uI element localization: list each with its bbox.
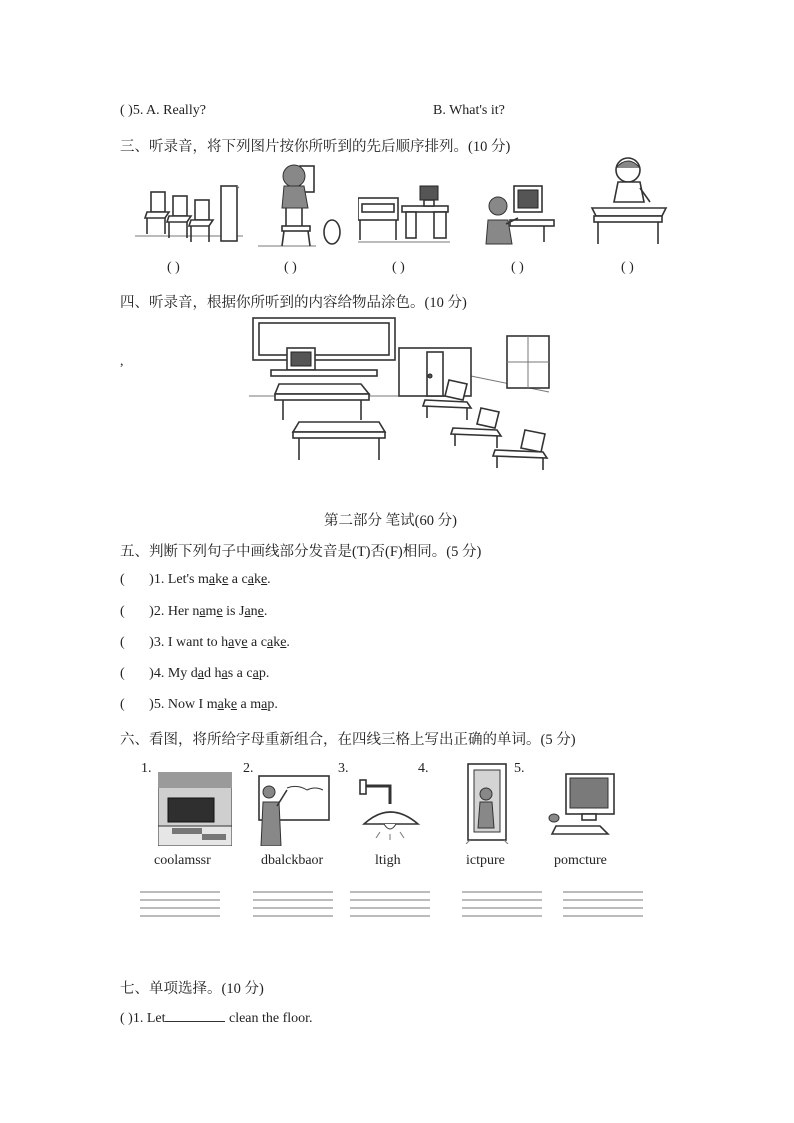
chairs-door-picture <box>135 178 245 248</box>
classroom-picture <box>158 772 232 846</box>
writing-grid-4[interactable] <box>462 888 542 924</box>
order-bracket-3[interactable]: ( ) <box>392 260 405 275</box>
writing-grid-1[interactable] <box>140 888 220 924</box>
picture-frame <box>464 762 510 844</box>
order-bracket-5[interactable]: ( ) <box>621 260 634 275</box>
scrambled-word-4: ictpure <box>466 853 505 868</box>
order-bracket-4[interactable]: ( ) <box>511 260 524 275</box>
section-7-title: 七、单项选择。(10 分) <box>120 981 264 997</box>
answer-bracket[interactable]: ( <box>120 635 150 650</box>
classroom-coloring-picture <box>245 312 555 480</box>
answer-bracket[interactable]: ( <box>120 604 150 619</box>
scrambled-word-2: dbalckbaor <box>261 853 324 868</box>
bedroom-computer-picture <box>358 184 453 246</box>
order-bracket-2[interactable]: ( ) <box>284 260 297 275</box>
s5-q2: ( )2. Her name is Jane. <box>120 604 268 619</box>
part-2-heading: 第二部分 笔试(60 分) <box>324 513 457 529</box>
answer-bracket[interactable]: ( <box>120 572 150 587</box>
s6-num-2: 2. <box>243 761 254 776</box>
writing-grid-2[interactable] <box>253 888 333 924</box>
s6-num-5: 5. <box>514 761 525 776</box>
s7-q1: ( )1. Let clean the floor. <box>120 1011 313 1026</box>
boy-computer-picture <box>482 184 562 246</box>
q5-line: ( )5. A. Really? <box>120 103 206 118</box>
answer-bracket[interactable]: ( <box>120 697 150 712</box>
answer-bracket[interactable]: ( <box>120 666 150 681</box>
computer-picture <box>548 772 626 840</box>
blank-line[interactable] <box>165 1009 225 1022</box>
boy-on-stool-picture <box>258 160 348 250</box>
scrambled-word-3: ltigh <box>375 853 401 868</box>
lamp-picture <box>358 776 424 842</box>
writing-grid-5[interactable] <box>563 888 643 924</box>
writing-grid-3[interactable] <box>350 888 430 924</box>
section-3-title: 三、听录音，将下列图片按你所听到的先后顺序排列。(10 分) <box>120 139 511 155</box>
section-4-title: 四、听录音，根据你所听到的内容给物品涂色。(10 分) <box>120 295 467 311</box>
scrambled-word-5: pomcture <box>554 853 607 868</box>
s6-num-4: 4. <box>418 761 429 776</box>
order-bracket-1[interactable]: ( ) <box>167 260 180 275</box>
s6-num-1: 1. <box>141 761 152 776</box>
blackboard-picture <box>257 774 331 846</box>
s5-q1: ( )1. Let's make a cake. <box>120 572 271 587</box>
s6-num-3: 3. <box>338 761 349 776</box>
s5-q4: ( )4. My dad has a cap. <box>120 666 270 681</box>
scrambled-word-1: coolamssr <box>154 853 211 868</box>
s5-q5: ( )5. Now I make a map. <box>120 697 278 712</box>
girl-table-picture <box>588 152 670 247</box>
s5-q3: ( )3. I want to have a cake. <box>120 635 290 650</box>
section-6-title: 六、看图，将所给字母重新组合，在四线三格上写出正确的单词。(5 分) <box>120 732 576 748</box>
stray-comma: , <box>120 354 124 369</box>
section-5-title: 五、判断下列句子中画线部分发音是(T)否(F)相同。(5 分) <box>120 544 482 560</box>
q5-option-b: B. What's it? <box>433 103 505 118</box>
